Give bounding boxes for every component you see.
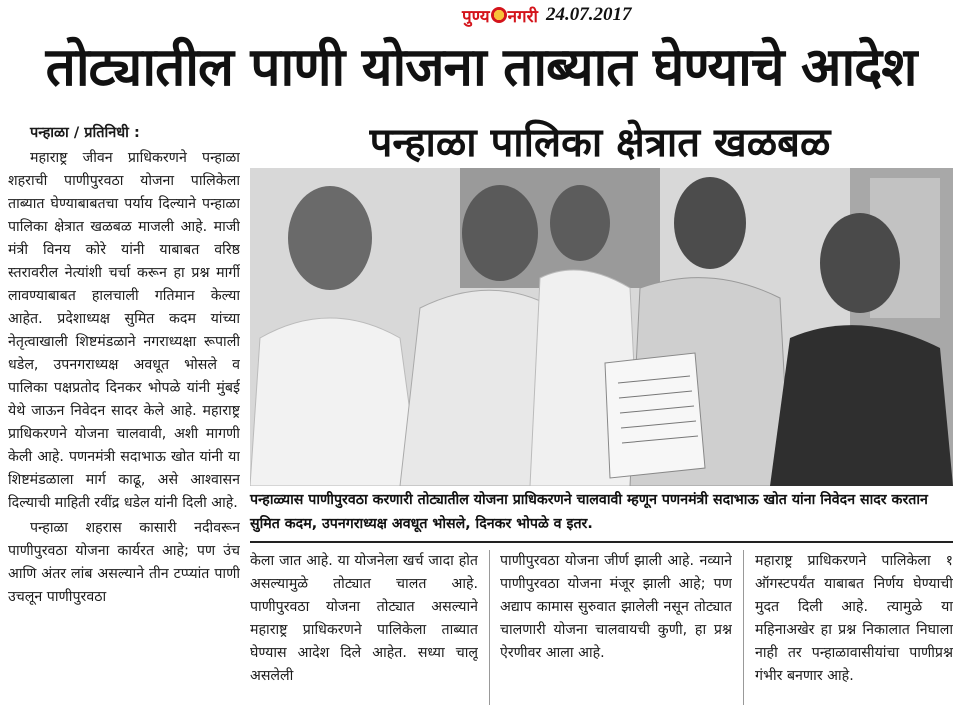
article-column-2 — [250, 550, 478, 708]
column-2-paragraph: केला जात आहे. या योजनेला खर्च जादा होत असल्यामुळे तोट्यात चालत आहे. पाणीपुरवठा योजना तोट्यात असल्याने महाराष्ट्र प्राधिकरणने पालिकेला ताब्यात घेण्यास आदेश दिले आहेत. सध्या चालू असलेली — [250, 553, 478, 684]
masthead — [462, 4, 631, 26]
logo-text-right: नगरी — [507, 6, 538, 27]
logo-text-left: पुण्य — [462, 6, 490, 27]
column-1-paragraph-1: महाराष्ट्र जीवन प्राधिकरणने पन्हाळा शहराची पाणीपुरवठा योजना पालिकेला ताब्यात घेण्याबाबतचा पर्याय दिल्याने पन्हाळा पालिका क्षेत्रात खळबळ माजली आहे. माजी मंत्री विनय कोरे यांनी याबाबत वरिष्ठ स्तरावरील नेत्यांशी चर्चा करून हा प्रश्न मार्गी लावण्याबाबत हालचाली गतिमान केल्या आहेत. प्रदेशाध्यक्ष सुमित कदम यांच्या नेतृत्वाखाली शिष्टमंडळाने नगराध्यक्षा रूपाली धडेल, उपनगराध्यक्ष अवधूत भोसले व पालिका पक्षप्रतोद दिनकर भोपळे यांनी मुंबई येथे जाऊन निवेदन सादर केले आहे. महाराष्ट्र प्राधिकरणने योजना चालवावी, अशी मागणी केली आहे. पणनमंत्री सदाभाऊ खोत यांनी या शिष्टमंडळाला मार्ग काढू, असे आश्वासन दिल्याची माहिती रवींद्र धडेल यांनी दिली आहे. — [8, 150, 240, 511]
news-photo — [250, 168, 953, 486]
logo-emblem-icon — [491, 7, 507, 23]
column-3-paragraph: पाणीपुरवठा योजना जीर्ण झाली आहे. नव्याने पाणीपुरवठा योजना मंजूर झाली आहे; पण अद्याप कामास सुरुवात झालेली नसून तोट्यात चालणारी योजना चालवायची कुणी, हा प्रश्न ऐरणीवर आला आहे. — [500, 553, 732, 661]
photo-illustration — [250, 168, 953, 486]
article-subheadline: पन्हाळा पालिका क्षेत्रात खळबळ — [369, 120, 831, 166]
issue-date: 24.07.2017 — [545, 4, 632, 25]
column-divider — [743, 550, 744, 705]
photo-caption: पन्हाळ्यास पाणीपुरवठा करणारी तोट्यातील योजना प्राधिकरणने चालवावी म्हणून पणनमंत्री सदाभाऊ खोत यांना निवेदन सादर करतान सुमित कदम, उपनगराध्यक्ष अवधूत भोसले, दिनकर भोपळे व इतर. — [250, 492, 928, 532]
memorandum-document — [605, 353, 705, 478]
column-divider — [489, 550, 490, 705]
column-4-paragraph: महाराष्ट्र प्राधिकरणने पालिकेला १ ऑगस्टपर्यंत याबाबत निर्णय घेण्याची मुदत दिली आहे. त्यामुळे या महिनाअखेर हा प्रश्न निकालात निघाला नाही तर पन्हाळावासीयांचा पाणीप्रश्न गंभीर बनणार आहे. — [755, 553, 953, 684]
article-column-3 — [500, 550, 732, 708]
caption-divider — [250, 541, 953, 543]
article-headline: तोट्यातील पाणी योजना ताब्यात घेण्याचे आदेश — [45, 37, 917, 98]
column-1-paragraph-2: पन्हाळा शहरास कासारी नदीवरून पाणीपुरवठा योजना कार्यरत आहे; पण उंच आणि अंतर लांब असल्याने तीन टप्प्यांत पाणी उचलून पाणीपुरवठा — [8, 520, 240, 605]
byline: पन्हाळा / प्रतिनिधी : — [30, 125, 140, 141]
article-column-4 — [755, 550, 953, 708]
article-column-1 — [8, 122, 240, 707]
newspaper-logo — [462, 4, 538, 27]
